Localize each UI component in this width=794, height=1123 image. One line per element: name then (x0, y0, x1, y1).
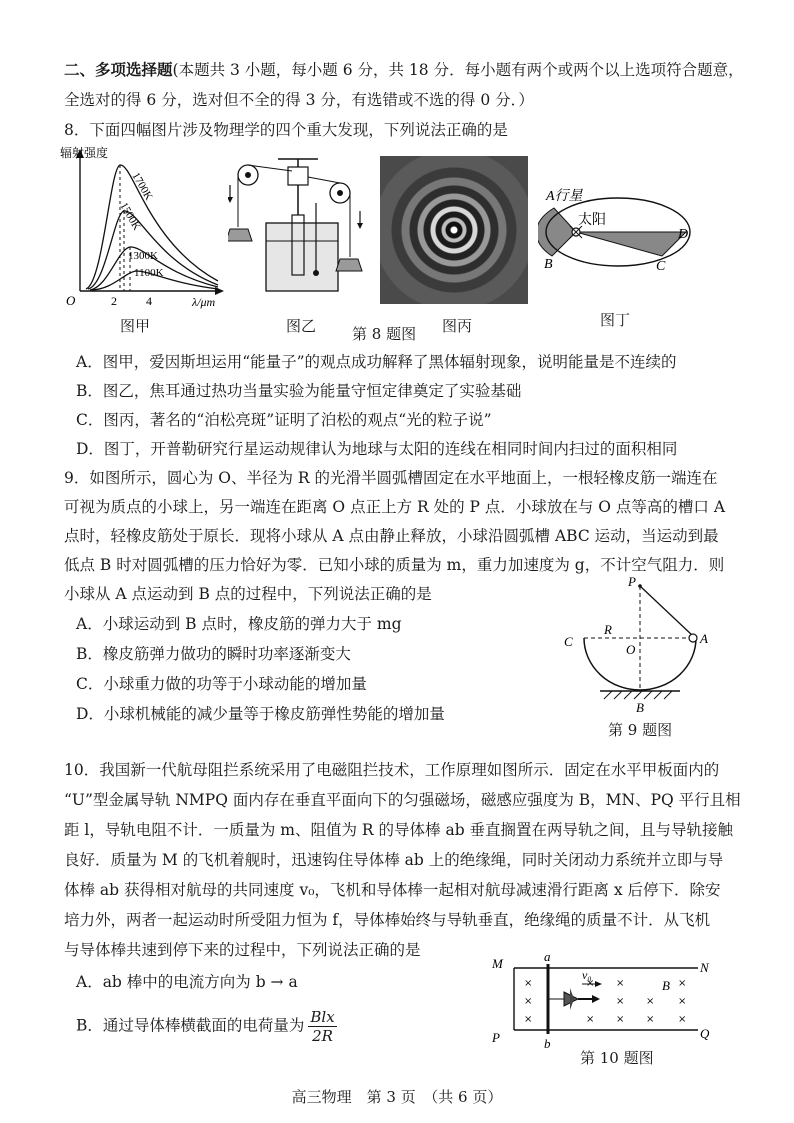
q9-stem-3: 点时，轻橡皮筋处于原长．现将小球从 A 点由静止释放，小球沿圆弧槽 ABC 运动，当运动到最 (64, 527, 719, 545)
q8-option-A: A．图甲，爱因斯坦运用“能量子”的观点成功解释了黑体辐射现象，说明能量是不连续的 (76, 353, 677, 371)
q8-figure-title: 第 8 题图 (352, 325, 417, 343)
q10-stem-6: 培力外，两者一起运动时所受阻力恒为 f，导体棒始终与导轨垂直，绝缘绳的质量不计．从飞机 (64, 911, 711, 929)
q10-field-x: × (524, 978, 533, 989)
q10-field-x: × (616, 1014, 625, 1025)
q10-option-B-numerator: Blx (310, 1008, 335, 1026)
section-header-rest: (本题共 3 小题，每小题 6 分，共 18 分．每小题有两个或两个以上选项符合题意， (172, 61, 744, 79)
q10-option-B-fraction (308, 1008, 336, 1045)
ding-point-C: C (656, 259, 666, 274)
jia-curve-1500K: 1500K (117, 200, 143, 233)
q10-field-x: × (646, 996, 655, 1007)
q10-field-x: × (586, 978, 595, 989)
q9-option-A: A．小球运动到 B 点时，橡皮筋的弹力大于 mg (76, 615, 402, 633)
jia-curve-1100K: 1100K (134, 267, 164, 279)
q10-label-B: B (662, 978, 670, 993)
q9-stem-2: 可视为质点的小球上，另一端连在距离 O 点正上方 R 处的 P 点．小球放在与 O 点等高的槽口 A (64, 498, 726, 516)
q8-figure-jia (58, 143, 228, 315)
jia-tick-4: 4 (146, 294, 152, 308)
q9-label-C: C (564, 634, 573, 649)
ding-sun: 太阳 (578, 213, 606, 228)
q8-figure-yi (228, 153, 368, 301)
jia-tick-2: 2 (111, 294, 117, 308)
q10-figure (486, 950, 716, 1050)
q10-option-B-text: B．通过导体棒横截面的电荷量为 (76, 1016, 305, 1035)
q9-figure-title: 第 9 题图 (608, 721, 673, 739)
q8-option-B: B．图乙，焦耳通过热功当量实验为能量守恒定律奠定了实验基础 (76, 382, 522, 400)
q10-label-b: b (544, 1036, 551, 1050)
jia-ylabel: 辐射强度 (60, 146, 109, 160)
q9-label-R: R (604, 622, 612, 637)
q9-label-P: P (628, 576, 636, 589)
q10-field-x: × (524, 1014, 533, 1025)
section-header (64, 60, 744, 80)
ding-point-D: D (678, 227, 689, 242)
q10-field-x: × (524, 996, 533, 1007)
ding-planet: A行星 (546, 189, 583, 204)
q9-label-O: O (626, 642, 636, 657)
q9-option-B: B．橡皮筋弹力做功的瞬时功率逐渐变大 (76, 645, 351, 663)
page-footer: 高三物理 第 3 页 （共 6 页） (291, 1088, 503, 1106)
q10-field-x: × (586, 1014, 595, 1025)
q8-caption-ding: 图丁 (600, 311, 631, 329)
jia-xlabel: λ/μm (192, 295, 216, 309)
jia-curve-1300K: 1300K (128, 250, 158, 262)
q10-stem-2: “U”型金属导轨 NMPQ 面内存在垂直平面向下的匀强磁场，磁感应强度为 B，MN、PQ 平行且相 (64, 791, 741, 809)
q10-option-B (76, 1008, 337, 1045)
ding-point-B: B (544, 257, 553, 272)
jia-origin: O (66, 293, 76, 308)
q8-figure-bing-poisson-spot (380, 156, 528, 304)
q10-stem-5: 体棒 ab 获得相对航母的共同速度 v₀，飞机和导体棒一起相对航母减速滑行距离 x 后停下．除安 (64, 881, 721, 899)
q8-figure-ding (538, 180, 698, 276)
q9-stem-5: 小球从 A 点运动到 B 点的过程中，下列说法正确的是 (64, 585, 432, 603)
q9-label-A: A (700, 631, 708, 646)
q10-stem-3: 距 l，导轨电阻不计．一质量为 m、阻值为 R 的导体棒 ab 垂直搁置在两导轨之间，且与导轨接触 (64, 821, 734, 839)
q10-field-x: × (678, 978, 687, 989)
q8-option-C: C．图丙，著名的“泊松亮斑”证明了泊松的观点“光的粒子说” (76, 411, 492, 429)
q8-caption-yi: 图乙 (286, 317, 317, 335)
q9-option-D: D．小球机械能的减少量等于橡皮筋弹性势能的增加量 (76, 705, 445, 723)
q8-caption-bing: 图丙 (442, 317, 473, 335)
q10-field-x: × (646, 1014, 655, 1025)
q10-field-x: × (616, 978, 625, 989)
q9-option-C: C．小球重力做的功等于小球动能的增加量 (76, 675, 367, 693)
q10-field-x: × (678, 996, 687, 1007)
q9-label-B: B (636, 700, 644, 715)
q10-stem-4: 良好．质量为 M 的飞机着舰时，迅速钩住导体棒 ab 上的绝缘绳，同时关闭动力系统并立即与导 (64, 851, 724, 869)
q10-option-A: A．ab 棒中的电流方向为 b → a (76, 973, 298, 991)
section-header-line2: 全选对的得 6 分，选对但不全的得 3 分，有选错或不选的得 0 分．） (64, 91, 534, 109)
q10-option-B-denominator: 2R (312, 1027, 333, 1045)
q10-label-v0: v₀ (582, 968, 592, 982)
q10-stem-7: 与导体棒共速到停下来的过程中，下列说法正确的是 (64, 941, 421, 959)
q8-stem: 8．下面四幅图片涉及物理学的四个重大发现，下列说法正确的是 (64, 121, 508, 139)
q10-label-N: N (700, 960, 709, 975)
q10-field-x: × (616, 996, 625, 1007)
q8-option-D: D．图丁，开普勒研究行星运动规律认为地球与太阳的连线在相同时间内扫过的面积相同 (76, 440, 678, 458)
section-header-bold: 二、多项选择题 (64, 60, 173, 79)
q10-label-Q: Q (700, 1026, 710, 1041)
q10-label-M: M (492, 956, 503, 971)
jia-curve-1700K: 1700K (129, 170, 155, 203)
q10-stem-1: 10．我国新一代航母阻拦系统采用了电磁阻拦技术，工作原理如图所示．固定在水平甲板面内的 (64, 761, 720, 779)
q9-figure (556, 576, 716, 716)
q9-stem-4: 低点 B 时对圆弧槽的压力恰好为零．已知小球的质量为 m，重力加速度为 g，不计空气阻力．则 (64, 556, 725, 574)
q9-stem-1: 9．如图所示，圆心为 O、半径为 R 的光滑半圆弧槽固定在水平地面上，一根轻橡皮筋一端连在 (64, 469, 718, 487)
q10-label-a: a (544, 950, 551, 964)
q10-field-x: × (678, 1014, 687, 1025)
q10-figure-title: 第 10 题图 (580, 1049, 654, 1067)
q10-label-P: P (492, 1030, 500, 1045)
q8-caption-jia: 图甲 (120, 317, 151, 335)
